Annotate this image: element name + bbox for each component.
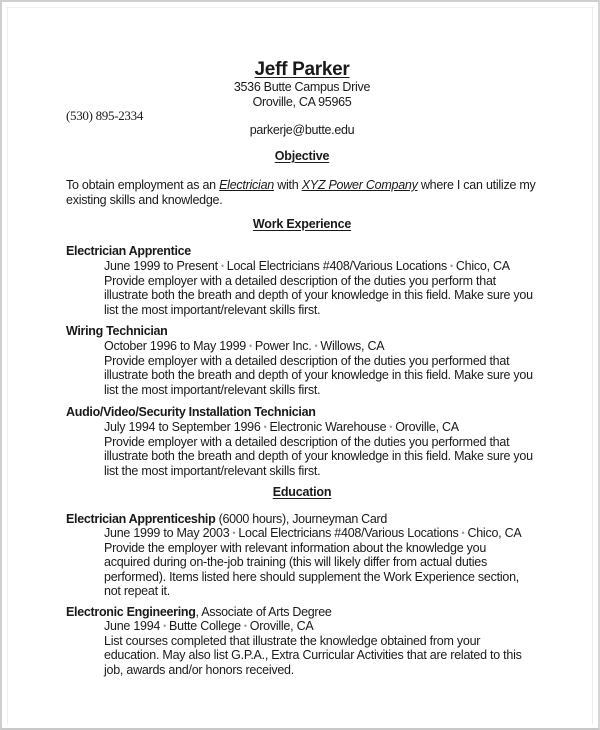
education-title: Electronic Engineering, Associate of Arts Degree xyxy=(66,605,332,619)
education-description-line: Provide the employer with relevant information about the knowledge you xyxy=(104,540,487,555)
address-line-2: Oroville, CA 95965 xyxy=(252,95,352,109)
job-entry xyxy=(104,259,544,317)
section-heading-education: Education xyxy=(272,485,332,499)
job-entry xyxy=(104,339,544,397)
objective-text-part: where I can utilize my xyxy=(417,178,536,192)
education-meta: June 1999 to May 2003 • Local Electricians #408/Various Locations • Chico, CA xyxy=(104,526,522,540)
job-description-line: illustrate both the breath and depth of your knowledge in this field. Make sure you xyxy=(104,288,533,302)
section-heading-work-experience: Work Experience xyxy=(252,217,352,231)
job-entry xyxy=(104,420,544,478)
section-heading-objective: Objective xyxy=(274,149,330,163)
objective-company: XYZ Power Company xyxy=(301,178,418,192)
phone-number: (530) 895-2334 xyxy=(66,108,144,123)
job-description-line: list the most important/relevant skills first. xyxy=(104,382,321,397)
job-meta: July 1994 to September 1996 • Electronic Warehouse • Oroville, CA xyxy=(104,420,459,434)
job-description-line: Provide employer with a detailed description of the duties you perform that xyxy=(104,273,496,288)
page-margin-guide xyxy=(6,7,594,8)
education-entry xyxy=(104,619,544,677)
objective-position: Electrician xyxy=(219,178,274,192)
education-description-line: List courses completed that illustrate the knowledge obtained from your xyxy=(104,633,481,648)
objective-text-line: existing skills and knowledge. xyxy=(66,192,223,207)
objective-text-part: To obtain employment as an xyxy=(66,178,220,192)
page-margin-guide xyxy=(7,6,8,724)
job-description-line: list the most important/relevant skills first. xyxy=(104,302,321,317)
job-description-line: Provide employer with a detailed description of the duties you performed that xyxy=(104,434,510,449)
address-line-1: 3536 Butte Campus Drive xyxy=(233,80,371,94)
education-title: Electrician Apprenticeship (6000 hours), Journeyman Card xyxy=(66,512,388,526)
education-description-line: acquired during on-the-job training (this will likely differ from actual duties xyxy=(104,555,487,569)
applicant-name: Jeff Parker xyxy=(254,59,350,80)
job-description-line: illustrate both the breath and depth of your knowledge in this field. Make sure you xyxy=(104,368,533,382)
education-description-line: not repeat it. xyxy=(104,584,170,598)
job-description-line: Provide employer with a detailed description of the duties you performed that xyxy=(104,353,510,368)
job-meta: October 1996 to May 1999 • Power Inc. • Willows, CA xyxy=(104,339,385,353)
objective-text xyxy=(66,178,546,207)
page-margin-guide xyxy=(592,6,593,724)
education-description-line: education. May also list G.P.A., Extra Curricular Activities that are related to this xyxy=(104,648,522,662)
job-title: Wiring Technician xyxy=(66,324,168,338)
education-description-line: job, awards and/or honors received. xyxy=(104,662,294,677)
education-description-line: performed). Items listed here should supplement the Work Experience section, xyxy=(104,569,520,584)
job-meta: June 1999 to Present • Local Electricians #408/Various Locations • Chico, CA xyxy=(104,259,510,273)
job-description-line: list the most important/relevant skills first. xyxy=(104,463,321,478)
job-title: Electrician Apprentice xyxy=(66,244,191,258)
objective-text-part: with xyxy=(274,178,302,192)
job-description-line: illustrate both the breath and depth of your knowledge in this field. Make sure you xyxy=(104,449,533,463)
email-address: parkerje@butte.edu xyxy=(249,123,355,137)
job-title: Audio/Video/Security Installation Technician xyxy=(66,405,316,419)
education-entry xyxy=(104,526,544,599)
education-meta: June 1994 • Butte College • Oroville, CA xyxy=(104,619,314,633)
